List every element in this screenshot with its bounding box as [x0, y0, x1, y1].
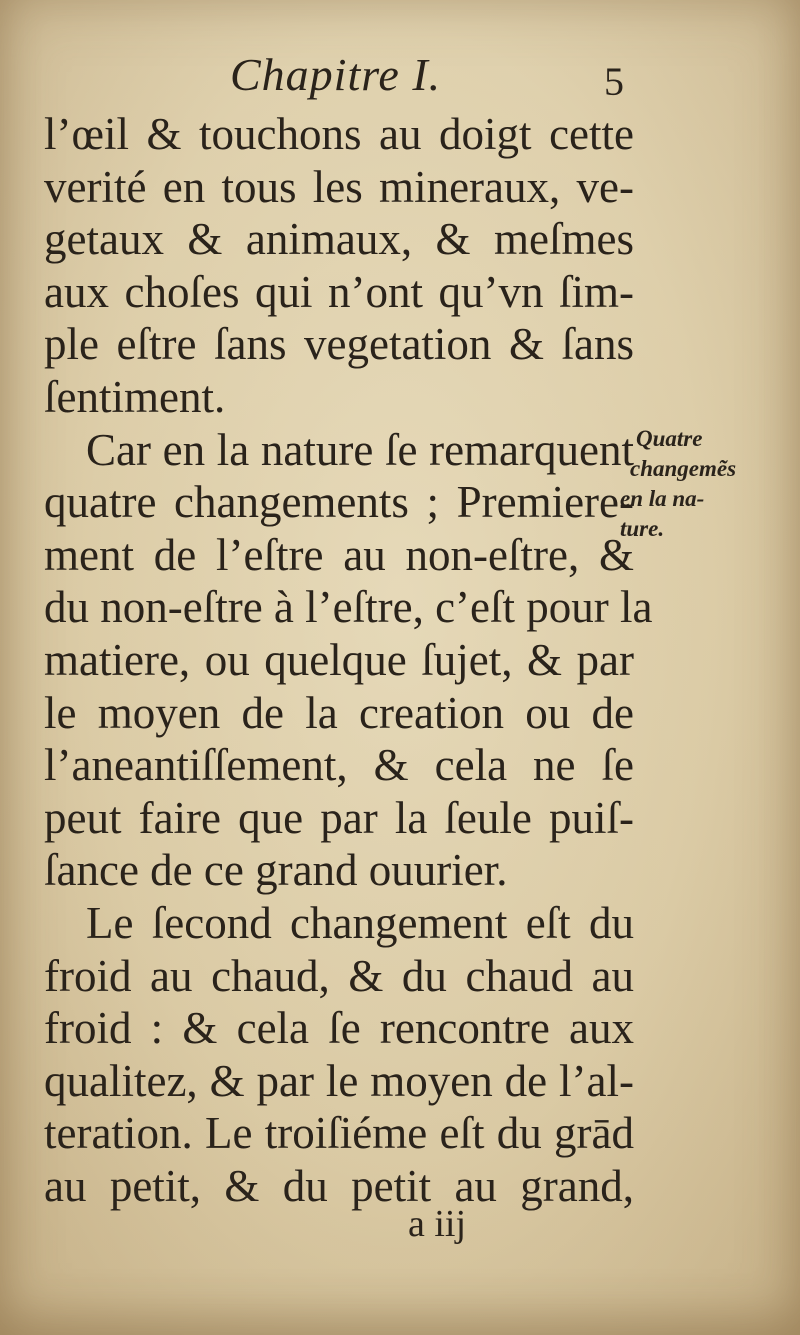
margin-note-line: changemẽs: [630, 456, 737, 481]
text-line: l’aneantiſſement, & cela ne ſe: [44, 740, 634, 791]
text-line: matiere, ou quelque ſujet, & par: [44, 634, 634, 685]
text-line: froid au chaud, & du chaud au: [44, 950, 634, 1001]
text-line: Car en la nature ſe remarquent: [86, 424, 634, 475]
text-line: ple eſtre ſans vegetation & ſans: [44, 319, 634, 370]
text-line: l’œil & touchons au doigt cette: [44, 109, 634, 159]
text-line: au petit, & du petit au grand,: [44, 1160, 634, 1211]
margin-note-line: en la na-: [620, 486, 705, 511]
text-line: qualitez, & par le moyen de l’al-: [44, 1055, 634, 1106]
margin-note-line: ture.: [620, 516, 665, 541]
text-line: ment de l’eſtre au non-eſtre, &: [44, 529, 634, 580]
running-title: Chapitre I.: [230, 49, 442, 100]
page-header: [0, 48, 800, 108]
text-line: peut faire que par la ſeule puiſ-: [44, 792, 634, 843]
text-line: getaux & animaux, & meſmes: [44, 214, 634, 265]
text-line: du non-eſtre à l’eſtre, c’eſt pour la: [44, 582, 653, 633]
text-line: teration. Le troiſiéme eſt du grād: [44, 1108, 634, 1159]
text-line: ſentiment.: [44, 371, 226, 422]
text-line: verité en tous les mineraux, ve-: [44, 161, 634, 212]
text-line: quatre changements ; Premiere-: [44, 477, 634, 528]
page-number: 5: [604, 59, 624, 104]
margin-note: [620, 424, 770, 544]
margin-note-line: Quatre: [636, 426, 703, 451]
text-line: Le ſecond changement eſt du: [86, 897, 634, 948]
signature-mark: a iij: [408, 1203, 467, 1245]
text-line: le moyen de la creation ou de: [44, 687, 634, 738]
text-line: ſance de ce grand ouurier.: [44, 845, 508, 896]
body-text: [44, 108, 653, 1212]
text-line: froid : & cela ſe rencontre aux: [44, 1003, 634, 1054]
text-line: aux choſes qui n’ont qu’vn ſim-: [44, 266, 634, 317]
